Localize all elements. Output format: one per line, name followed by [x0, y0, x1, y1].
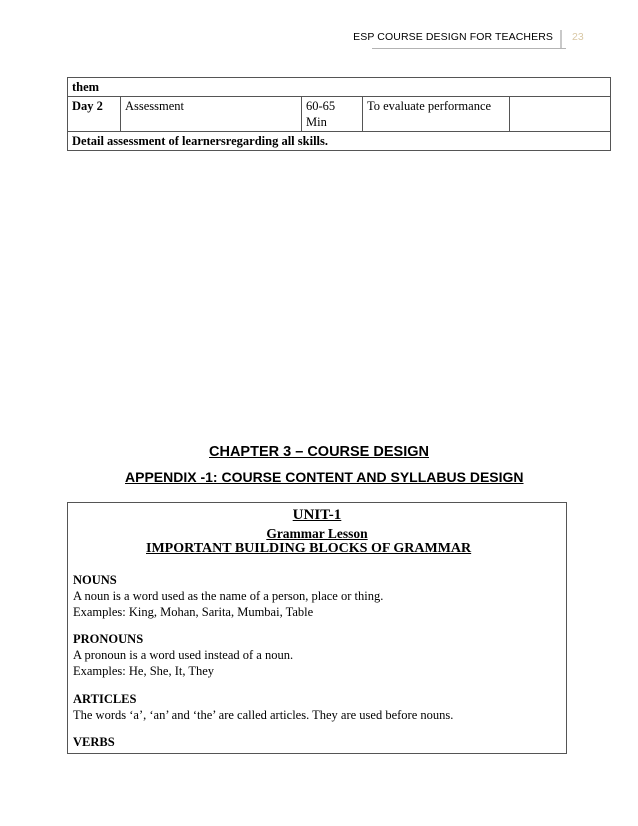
- nouns-section: [73, 572, 383, 620]
- lesson-plan-table: [67, 77, 611, 151]
- verbs-section: [73, 734, 115, 750]
- section-definition: A noun is a word used as the name of a person, place or thing.: [73, 589, 384, 603]
- table-row: [68, 97, 611, 132]
- unit-heading: IMPORTANT BUILDING BLOCKS OF GRAMMAR: [146, 541, 472, 556]
- header-divider: [560, 30, 562, 48]
- section-definition: The words ‘a’, ‘an’ and ‘the’ are called articles. They are used before nouns.: [73, 708, 454, 722]
- unit-title: UNIT-1: [292, 507, 342, 523]
- page-number: 23: [572, 31, 584, 43]
- section-heading: VERBS: [73, 735, 115, 749]
- purpose-cell: To evaluate performance: [363, 97, 510, 132]
- appendix-heading: APPENDIX -1: COURSE CONTENT AND SYLLABUS DESIGN: [125, 469, 524, 485]
- header-title: ESP COURSE DESIGN FOR TEACHERS: [353, 31, 553, 43]
- empty-cell: [510, 97, 611, 132]
- duration-line-2: Min: [306, 115, 327, 129]
- chapter-heading: CHAPTER 3 – COURSE DESIGN: [209, 444, 429, 460]
- duration-cell: [302, 97, 363, 132]
- page-header: [0, 28, 638, 50]
- activity-cell: Assessment: [121, 97, 302, 132]
- articles-section: [73, 691, 453, 723]
- table-row: [68, 132, 611, 151]
- unit-box: [67, 502, 567, 754]
- day-cell: Day 2: [68, 97, 121, 132]
- section-examples: Examples: King, Mohan, Sarita, Mumbai, Table: [73, 605, 314, 619]
- section-definition: A pronoun is a word used instead of a noun.: [73, 648, 294, 662]
- section-heading: ARTICLES: [73, 692, 137, 706]
- duration-line-1: 60-65: [306, 99, 336, 113]
- pronouns-section: [73, 631, 293, 679]
- header-rule: [372, 48, 566, 49]
- section-heading: PRONOUNS: [73, 632, 144, 646]
- table-row: [68, 78, 611, 97]
- table-cell: them: [68, 78, 611, 97]
- table-cell: Detail assessment of learnersregarding all skills.: [68, 132, 611, 151]
- section-examples: Examples: He, She, It, They: [73, 664, 215, 678]
- unit-subtitle: Grammar Lesson: [266, 526, 368, 541]
- section-heading: NOUNS: [73, 573, 117, 587]
